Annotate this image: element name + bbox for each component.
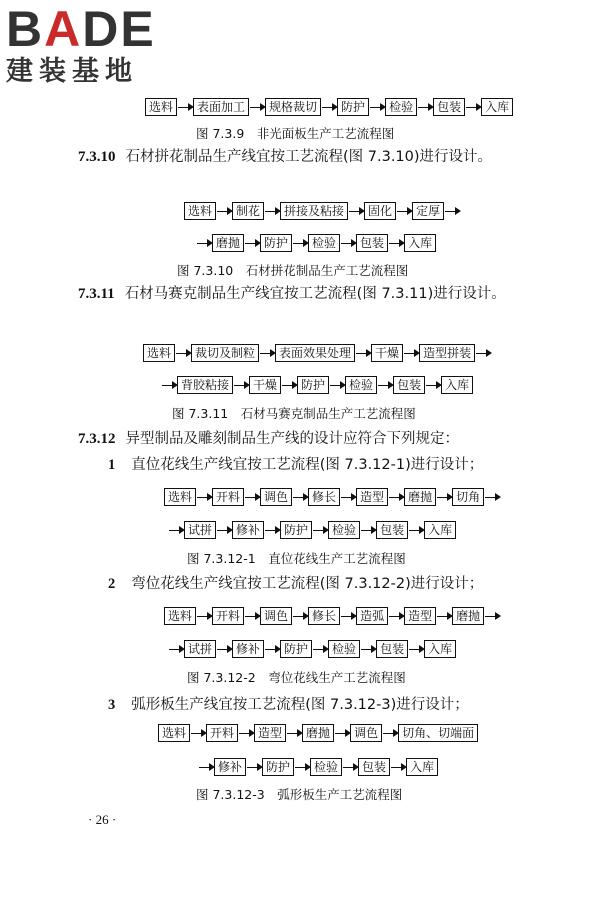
flow-arrow-icon [265, 530, 279, 531]
flow-arrow-icon [178, 107, 192, 108]
flow-arrow-icon [330, 385, 344, 386]
flow-step-box: 切角、切端面 [398, 724, 478, 742]
flow-step-box: 检验 [385, 98, 417, 116]
flow-arrow-icon [343, 767, 357, 768]
flowchart-7-3-9 [145, 98, 513, 116]
flow-step-box: 包装 [356, 234, 388, 252]
figure-caption: 图 7.3.12-1 直位花线生产工艺流程图 [187, 551, 406, 566]
flow-step-box: 干燥 [371, 344, 403, 362]
flow-step-box: 修补 [214, 758, 246, 776]
flowchart-1-row2 [168, 521, 456, 539]
flow-step-box: 固化 [364, 202, 396, 220]
figure-caption: 图 7.3.10 石材拼花制品生产工艺流程图 [177, 263, 409, 278]
clause-number: 7.3.11 [78, 286, 115, 302]
flow-arrow-icon [197, 497, 211, 498]
flow-step-box: 修补 [232, 640, 264, 658]
flow-step-box: 包装 [433, 98, 465, 116]
flow-arrow-icon [293, 243, 307, 244]
flow-arrow-icon [217, 211, 231, 212]
clause-number: 7.3.12 [78, 431, 116, 447]
logo-letter: A [44, 1, 83, 57]
flow-arrow-icon [322, 107, 336, 108]
clause-text: 异型制品及雕刻制品生产线的设计应符合下列规定： [125, 431, 459, 447]
flowchart-2-row2 [168, 640, 456, 658]
flow-step-box: 调色 [260, 607, 292, 625]
flow-step-box: 防护 [260, 234, 292, 252]
flow-arrow-icon [265, 211, 279, 212]
flow-arrow-icon [476, 353, 490, 354]
flow-step-box: 入库 [424, 521, 456, 539]
flow-step-box: 试拼 [184, 521, 216, 539]
flow-step-box: 防护 [262, 758, 294, 776]
flow-arrow-icon [313, 649, 327, 650]
flow-step-box: 干燥 [249, 376, 281, 394]
flow-arrow-icon [217, 530, 231, 531]
flow-arrow-icon [199, 767, 213, 768]
flow-arrow-icon [335, 733, 349, 734]
flow-arrow-icon [197, 243, 211, 244]
flow-step-box: 裁切及制粒 [191, 344, 259, 362]
item-number: 1 [108, 457, 116, 473]
flow-arrow-icon [191, 733, 205, 734]
flow-step-box: 选料 [158, 724, 190, 742]
flow-step-box: 选料 [164, 488, 196, 506]
flow-step-box: 表面加工 [193, 98, 249, 116]
flow-step-box: 入库 [406, 758, 438, 776]
flow-arrow-icon [247, 767, 261, 768]
flow-step-box: 防护 [337, 98, 369, 116]
flow-arrow-icon [409, 649, 423, 650]
flow-step-box: 选料 [164, 607, 196, 625]
logo-subtitle: 建装基地 [6, 56, 138, 87]
flow-step-box: 造型 [254, 724, 286, 742]
flow-arrow-icon [485, 497, 499, 498]
flow-step-box: 定厚 [412, 202, 444, 220]
flow-arrow-icon [426, 385, 440, 386]
flowchart-7-3-11-row2 [161, 376, 473, 394]
flow-step-box: 选料 [145, 98, 177, 116]
flow-arrow-icon [341, 243, 355, 244]
flow-arrow-icon [391, 767, 405, 768]
flow-step-box: 磨抛 [212, 234, 244, 252]
item-number: 3 [108, 697, 116, 713]
flow-step-box: 调色 [350, 724, 382, 742]
flow-arrow-icon [409, 530, 423, 531]
item-text: 直位花线生产线宜按工艺流程(图 7.3.12-1)进行设计； [131, 457, 484, 473]
clause-text: 石材马赛克制品生产线宜按工艺流程(图 7.3.11)进行设计。 [124, 286, 506, 302]
flow-arrow-icon [378, 385, 392, 386]
flow-step-box: 检验 [328, 640, 360, 658]
flow-arrow-icon [250, 107, 264, 108]
logo-letter: B [6, 1, 45, 57]
flow-arrow-icon [437, 497, 451, 498]
flow-step-box: 检验 [328, 521, 360, 539]
flowchart-2-row1 [164, 607, 500, 625]
flow-step-box: 选料 [184, 202, 216, 220]
flowchart-1-row1 [164, 488, 500, 506]
flow-step-box: 检验 [345, 376, 377, 394]
flow-arrow-icon [293, 497, 307, 498]
flow-arrow-icon [370, 107, 384, 108]
flow-step-box: 调色 [260, 488, 292, 506]
logo-letter: E [120, 1, 156, 57]
flow-step-box: 磨抛 [452, 607, 484, 625]
flow-arrow-icon [295, 767, 309, 768]
flow-arrow-icon [287, 733, 301, 734]
flow-arrow-icon [466, 107, 480, 108]
item-text: 弧形板生产线宜按工艺流程(图 7.3.12-3)进行设计； [131, 697, 469, 713]
flow-arrow-icon [245, 497, 259, 498]
flow-arrow-icon [356, 353, 370, 354]
flow-step-box: 造弧 [356, 607, 388, 625]
flow-arrow-icon [418, 107, 432, 108]
flow-arrow-icon [349, 211, 363, 212]
flow-step-box: 造型拼装 [419, 344, 475, 362]
flow-step-box: 表面效果处理 [275, 344, 355, 362]
flow-step-box: 造型 [404, 607, 436, 625]
flow-step-box: 包装 [376, 640, 408, 658]
flow-arrow-icon [197, 616, 211, 617]
flow-step-box: 包装 [376, 521, 408, 539]
clause-7-3-11 [78, 283, 548, 306]
item-text: 弯位花线生产线宜按工艺流程(图 7.3.12-2)进行设计； [131, 576, 484, 592]
flow-arrow-icon [169, 649, 183, 650]
flow-step-box: 入库 [441, 376, 473, 394]
clause-number: 7.3.10 [78, 149, 116, 165]
flow-arrow-icon [389, 497, 403, 498]
clause-text: 石材拼花制品生产线宜按工艺流程(图 7.3.10)进行设计。 [125, 149, 493, 165]
flow-step-box: 防护 [280, 640, 312, 658]
flow-step-box: 拼接及粘接 [280, 202, 348, 220]
flow-arrow-icon [389, 616, 403, 617]
flow-arrow-icon [176, 353, 190, 354]
flow-arrow-icon [245, 243, 259, 244]
flow-arrow-icon [265, 649, 279, 650]
list-item-1 [108, 453, 483, 474]
flow-step-box: 开料 [212, 488, 244, 506]
flow-step-box: 开料 [212, 607, 244, 625]
flow-arrow-icon [445, 211, 459, 212]
flow-arrow-icon [169, 530, 183, 531]
item-number: 2 [108, 576, 116, 592]
flow-arrow-icon [437, 616, 451, 617]
flowchart-7-3-10-row1 [184, 202, 460, 220]
flow-arrow-icon [397, 211, 411, 212]
flow-step-box: 选料 [143, 344, 175, 362]
flow-step-box: 修补 [232, 521, 264, 539]
flow-step-box: 试拼 [184, 640, 216, 658]
flow-arrow-icon [313, 530, 327, 531]
flowchart-7-3-11-row1 [143, 344, 491, 362]
flowchart-3-row2 [198, 758, 438, 776]
logo-wordmark [6, 1, 176, 57]
flowchart-3-row1 [158, 724, 478, 742]
list-item-2 [108, 572, 483, 593]
flow-step-box: 防护 [280, 521, 312, 539]
flow-arrow-icon [162, 385, 176, 386]
flow-step-box: 造型 [356, 488, 388, 506]
flowchart-7-3-10-row2 [196, 234, 436, 252]
bade-logo [6, 1, 176, 90]
flow-step-box: 磨抛 [404, 488, 436, 506]
flow-step-box: 入库 [404, 234, 436, 252]
flow-arrow-icon [341, 497, 355, 498]
clause-7-3-12 [78, 428, 548, 451]
flow-step-box: 背胶粘接 [177, 376, 233, 394]
flow-step-box: 开料 [206, 724, 238, 742]
figure-caption: 图 7.3.12-2 弯位花线生产工艺流程图 [187, 670, 406, 685]
flow-step-box: 包装 [358, 758, 390, 776]
figure-caption: 图 7.3.11 石材马赛克制品生产工艺流程图 [172, 406, 416, 421]
flow-arrow-icon [217, 649, 231, 650]
flow-arrow-icon [239, 733, 253, 734]
flow-arrow-icon [341, 616, 355, 617]
figure-caption: 图 7.3.12-3 弧形板生产工艺流程图 [196, 787, 403, 802]
flow-arrow-icon [245, 616, 259, 617]
flow-step-box: 规格裁切 [265, 98, 321, 116]
flow-step-box: 包装 [393, 376, 425, 394]
flow-step-box: 检验 [310, 758, 342, 776]
flow-step-box: 入库 [424, 640, 456, 658]
figure-caption: 图 7.3.9 非光面板生产工艺流程图 [196, 126, 395, 141]
flow-arrow-icon [260, 353, 274, 354]
flow-step-box: 切角 [452, 488, 484, 506]
flow-arrow-icon [383, 733, 397, 734]
page-number: · 26 · [88, 812, 117, 827]
flow-step-box: 修长 [308, 607, 340, 625]
flow-step-box: 磨抛 [302, 724, 334, 742]
logo-letter: D [82, 1, 121, 57]
flow-arrow-icon [404, 353, 418, 354]
flow-step-box: 修长 [308, 488, 340, 506]
clause-7-3-10 [78, 146, 548, 169]
flow-arrow-icon [361, 530, 375, 531]
flow-arrow-icon [485, 616, 499, 617]
flow-arrow-icon [234, 385, 248, 386]
flow-step-box: 检验 [308, 234, 340, 252]
flow-step-box: 入库 [481, 98, 513, 116]
flow-arrow-icon [361, 649, 375, 650]
flow-arrow-icon [282, 385, 296, 386]
flow-step-box: 制花 [232, 202, 264, 220]
list-item-3 [108, 693, 469, 714]
flow-arrow-icon [293, 616, 307, 617]
flow-step-box: 防护 [297, 376, 329, 394]
flow-arrow-icon [389, 243, 403, 244]
